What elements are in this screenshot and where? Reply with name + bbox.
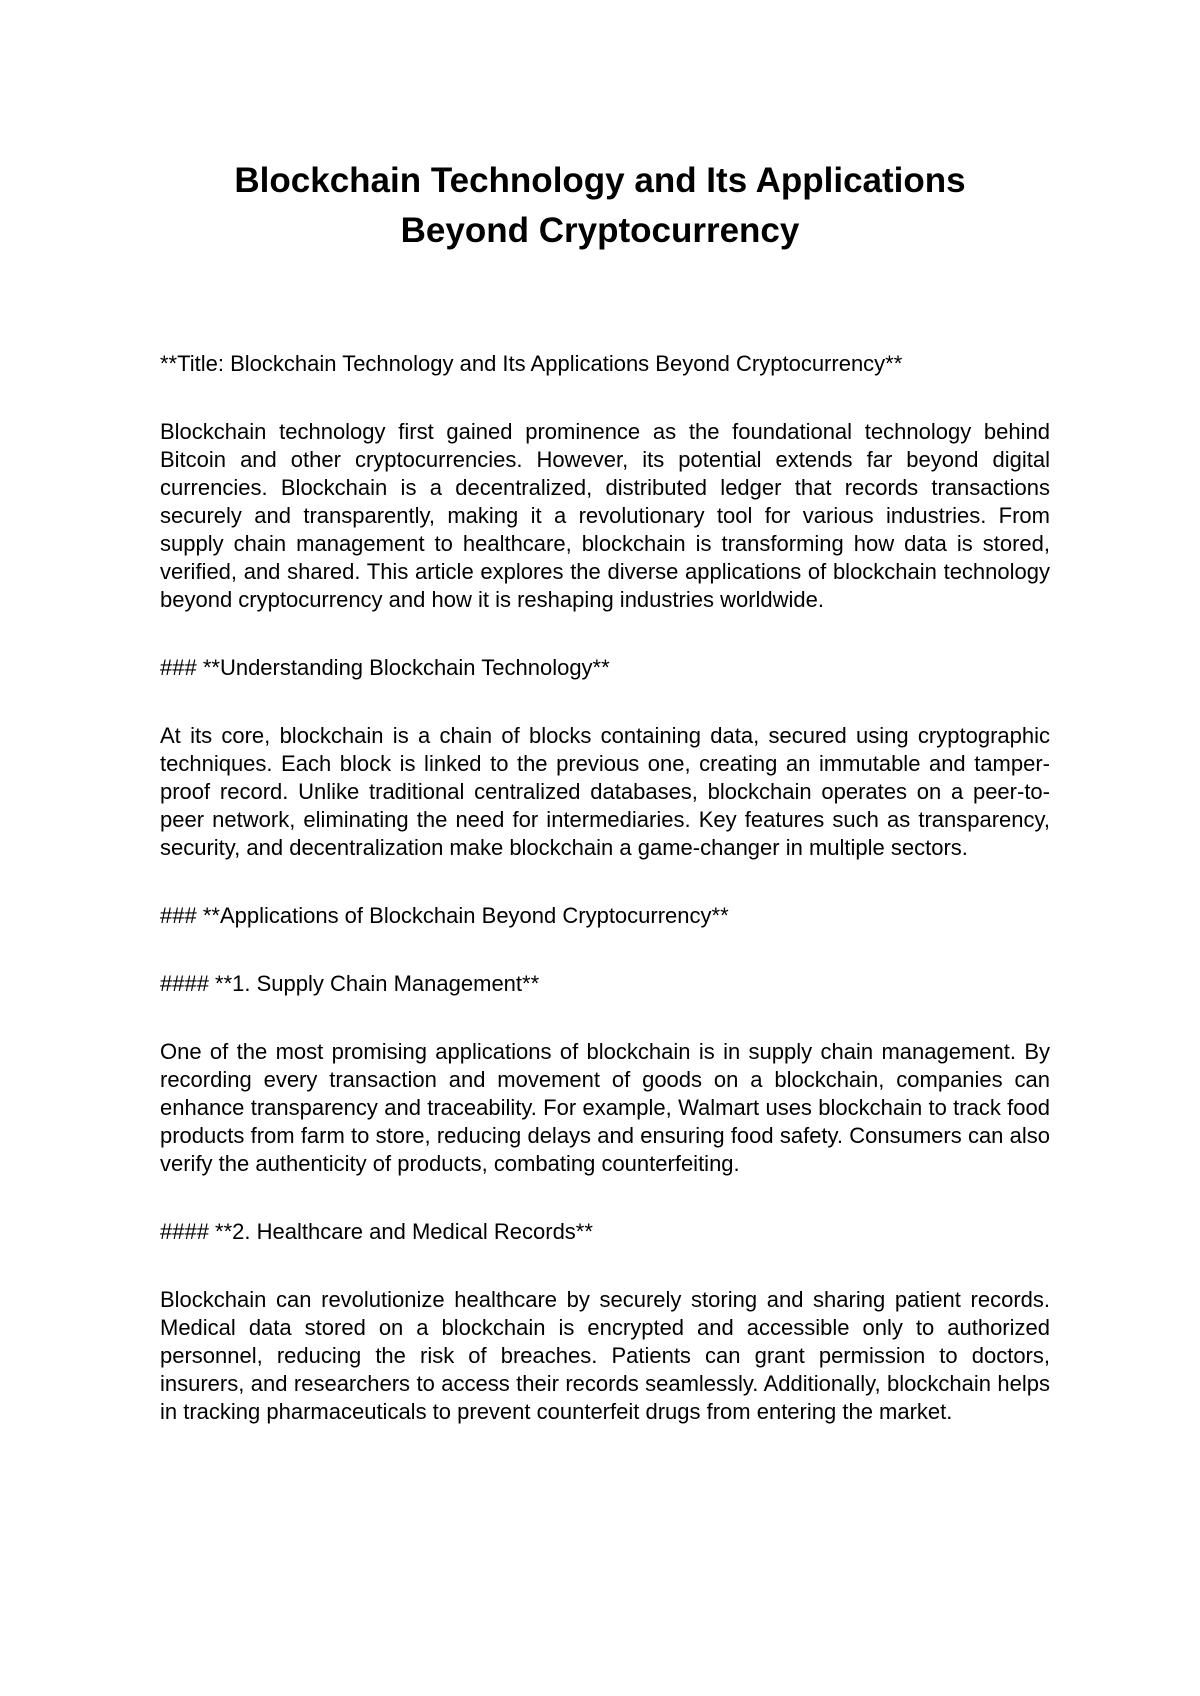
document-body bbox=[160, 350, 1050, 1426]
title-line-1: Blockchain Technology and Its Applications bbox=[234, 161, 966, 200]
section-heading-healthcare: #### **2. Healthcare and Medical Records** bbox=[160, 1219, 593, 1244]
intro-paragraph: Blockchain technology first gained prominence as the foundational technology behind Bitcoin and other cryptocurrencies. However, its potential extends far beyond digital currencies. Blockchain is a decentralized, distributed ledger that records transactions securely and transparently, making it a revolutionary tool for various industries. From supply chain management to healthcare, blockchain is transforming how data is stored, verified, and shared. This article explores the diverse applications of blockchain technology beyond cryptocurrency and how it is reshaping industries worldwide. bbox=[160, 419, 1050, 612]
section-paragraph-understanding: At its core, blockchain is a chain of blocks containing data, secured using cryptographic techniques. Each block is linked to the previous one, creating an immutable and tamper-proof record. Unlike traditional centralized databases, blockchain operates on a peer-to-peer network, eliminating the need for intermediaries. Key features such as transparency, security, and decentralization make blockchain a game-changer in multiple sectors. bbox=[160, 723, 1050, 860]
section-paragraph-healthcare: Blockchain can revolutionize healthcare by securely storing and sharing patient records. Medical data stored on a blockchain is encrypted and accessible only to authorized personnel, reducing the risk of breaches. Patients can grant permission to doctors, insurers, and researchers to access their records seamlessly. Additionally, blockchain helps in tracking pharmaceuticals to prevent counterfeit drugs from entering the market. bbox=[160, 1287, 1050, 1424]
section-heading-supply-chain: #### **1. Supply Chain Management** bbox=[160, 971, 540, 996]
subtitle-marker: **Title: Blockchain Technology and Its Applications Beyond Cryptocurrency** bbox=[160, 351, 903, 376]
section-heading-understanding: ### **Understanding Blockchain Technology** bbox=[160, 655, 610, 680]
section-paragraph-supply-chain: One of the most promising applications of blockchain is in supply chain management. By recording every transaction and movement of goods on a blockchain, companies can enhance transparency and traceability. For example, Walmart uses blockchain to track food products from farm to store, reducing delays and ensuring food safety. Consumers can also verify the authenticity of products, combating counterfeiting. bbox=[160, 1039, 1050, 1176]
section-heading-applications: ### **Applications of Blockchain Beyond Cryptocurrency** bbox=[160, 903, 729, 928]
document-title bbox=[160, 156, 1040, 256]
title-line-2: Beyond Cryptocurrency bbox=[400, 211, 800, 250]
